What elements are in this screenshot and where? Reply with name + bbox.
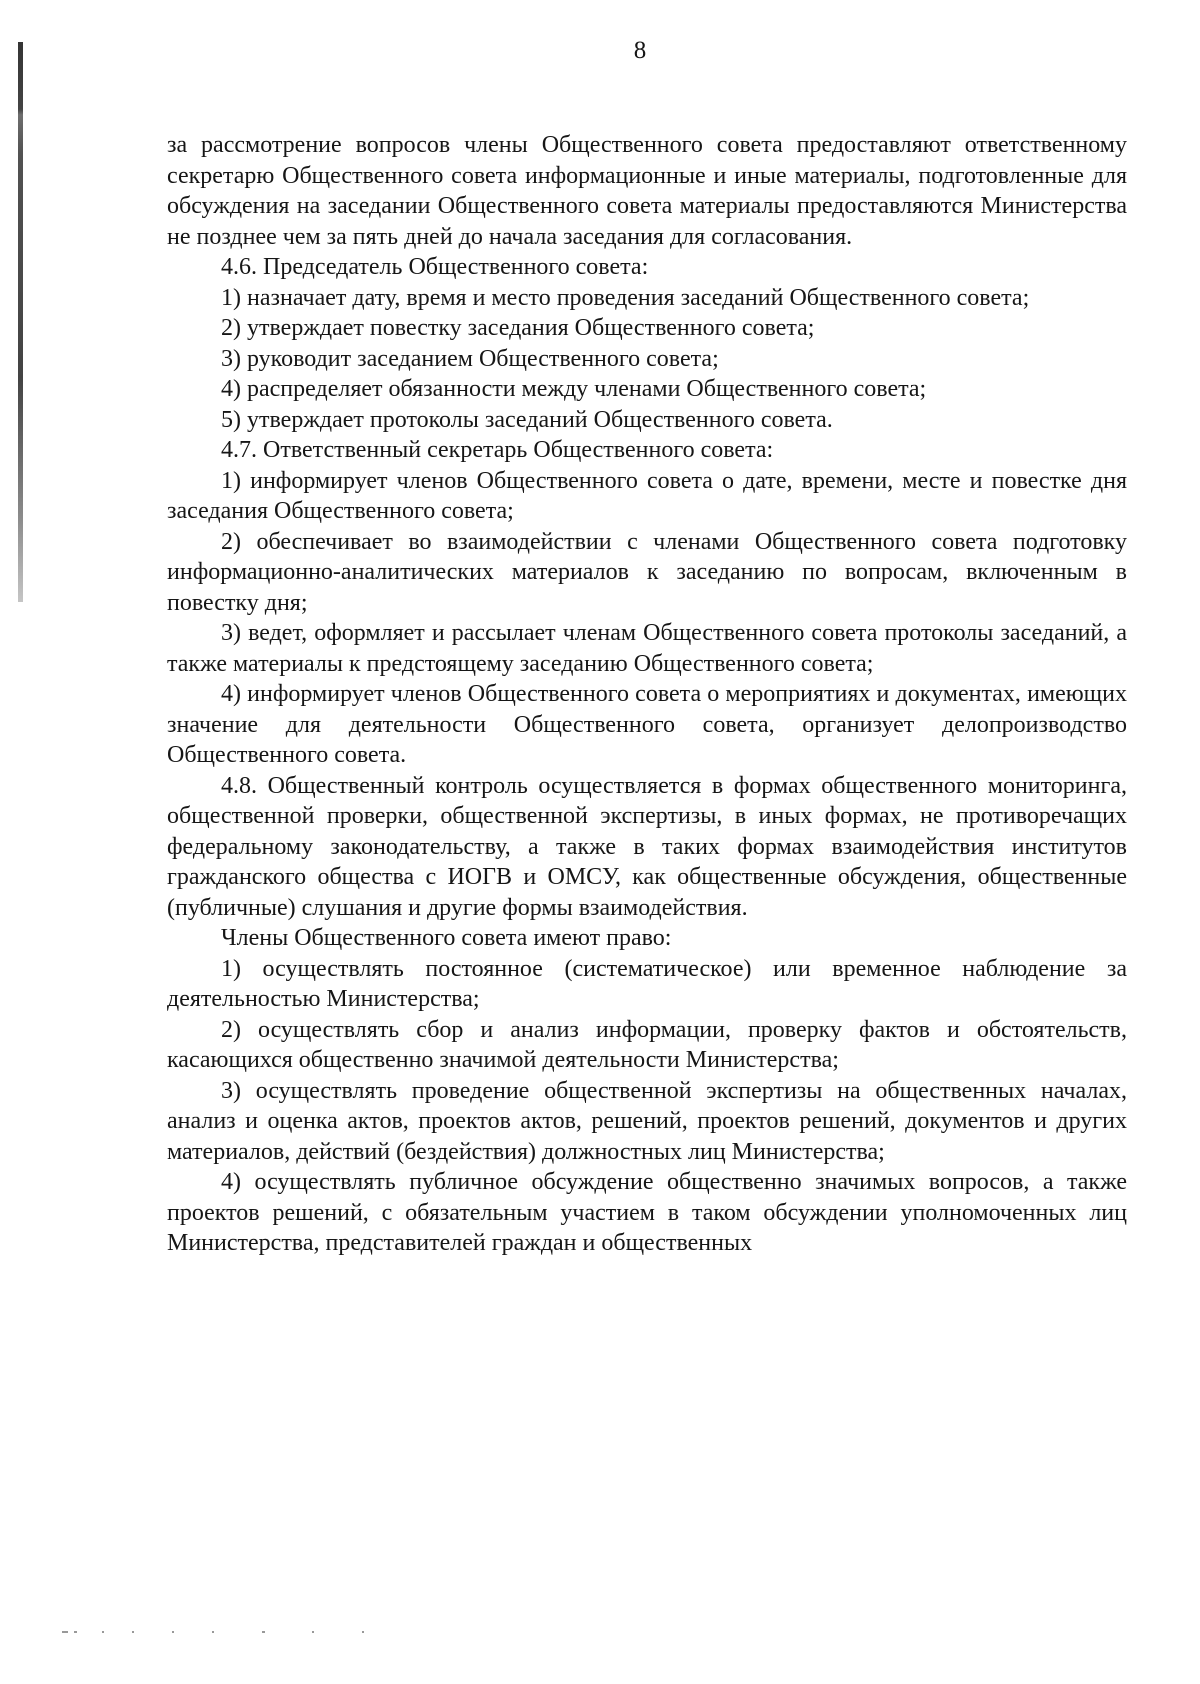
paragraph-p01: за рассмотрение вопросов члены Общественного совета предоставляют ответственному секретарю Общественного совета информационные и иные материалы, подготовленные для обсуждения на заседании Общественного совета материалы предоставляются Министерства не позднее чем за пять дней до начала заседания для согласования. <box>167 132 1127 250</box>
paragraph-p11: 3) ведет, оформляет и рассылает членам Общественного совета протоколы заседаний, а также материалы к предстоящему заседанию Общественного совета; <box>167 620 1127 677</box>
paragraph-p02: 4.6. Председатель Общественного совета: <box>221 254 649 280</box>
scan-edge-artifact <box>18 42 23 602</box>
paragraph-p07: 5) утверждает протоколы заседаний Общественного совета. <box>221 406 833 433</box>
paragraph-p03: 1) назначает дату, время и место проведения заседаний Общественного совета; <box>221 284 1030 311</box>
paragraph-p14: Члены Общественного совета имеют право: <box>221 925 672 951</box>
paragraph-p10: 2) обеспечивает во взаимодействии с членами Общественного совета подготовку информационно-аналитических материалов к заседанию по вопросам, включенным в повестку дня; <box>167 528 1127 616</box>
paragraph-p12: 4) информирует членов Общественного совета о мероприятиях и документах, имеющих значение для деятельности Общественного совета, организует делопроизводство Общественного совета. <box>167 681 1127 768</box>
paragraph-p18: 4) осуществлять публичное обсуждение общественно значимых вопросов, а также проектов решений, с обязательным участием в таком обсуждении уполномоченных лиц Министерства, представителей граждан и общественных <box>167 1169 1127 1256</box>
document-body <box>167 130 1127 1259</box>
paragraph-p04: 2) утверждает повестку заседания Общественного совета; <box>221 315 815 341</box>
paragraph-p05: 3) руководит заседанием Общественного совета; <box>221 345 719 372</box>
page-number: 8 <box>633 37 647 64</box>
paragraph-p15: 1) осуществлять постоянное (систематическое) или временное наблюдение за деятельностью Министерства; <box>167 955 1127 1012</box>
paragraph-p09: 1) информирует членов Общественного совета о дате, времени, месте и повестке дня заседания Общественного совета; <box>167 467 1127 524</box>
scan-specks-artifact <box>62 1628 392 1638</box>
paragraph-p13: 4.8. Общественный контроль осуществляется в формах общественного мониторинга, общественной проверки, общественной экспертизы, в иных формах, не противоречащих федеральному законодательству, а также в таких формах взаимодействия институтов гражданского общества с ИОГВ и ОМСУ, как общественные обсуждения, общественные (публичные) слушания и другие формы взаимодействия. <box>167 772 1127 921</box>
paragraph-p08: 4.7. Ответственный секретарь Общественного совета: <box>221 437 774 463</box>
paragraph-p16: 2) осуществлять сбор и анализ информации, проверку фактов и обстоятельств, касающихся общественно значимой деятельности Министерства; <box>167 1016 1127 1073</box>
paragraph-p06: 4) распределяет обязанности между членами Общественного совета; <box>221 376 927 402</box>
paragraph-p17: 3) осуществлять проведение общественной экспертизы на общественных началах, анализ и оценка актов, проектов актов, решений, проектов решений, документов и других материалов, действий (бездействия) должностных лиц Министерства; <box>167 1077 1127 1165</box>
